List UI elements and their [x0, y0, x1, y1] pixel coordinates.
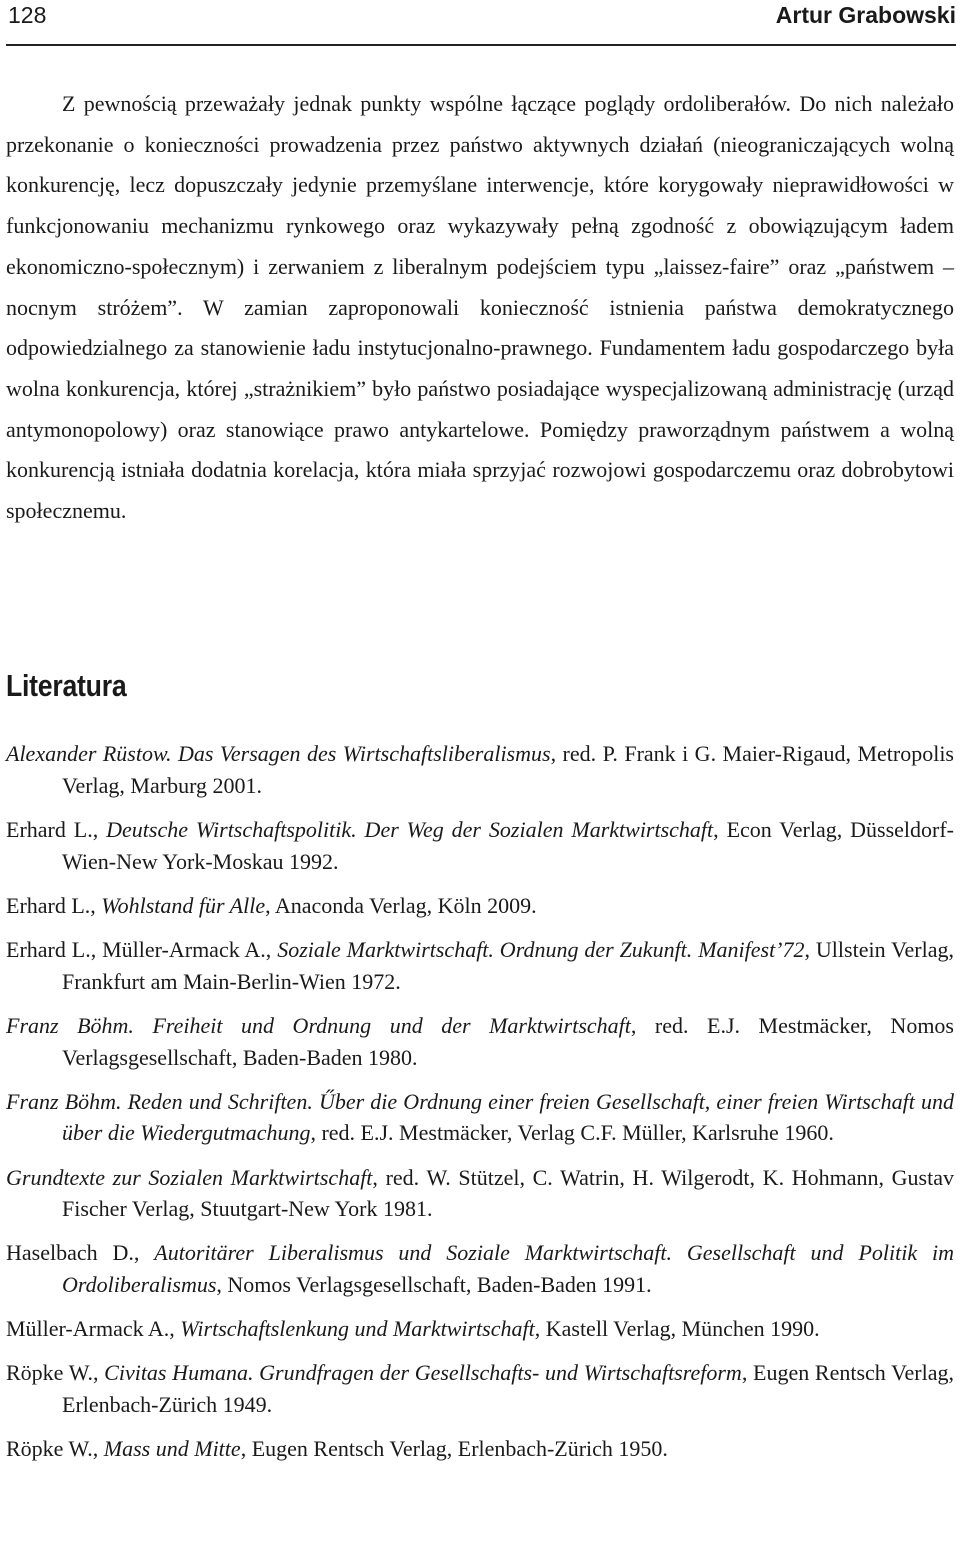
reference-author: Erhard L., [6, 892, 102, 918]
reference-details: , red. P. Frank i G. Maier-Rigaud, Metropolis Verlag, Marburg 2001. [62, 741, 954, 798]
reference-details: , Anaconda Verlag, Köln 2009. [265, 892, 537, 918]
reference-details: , red. E.J. Mestmäcker, Nomos Verlagsgesellschaft, Baden-Baden 1980. [62, 1012, 954, 1070]
reference-author: Röpke W., [6, 1360, 105, 1386]
reference-title: Grundtexte zur Sozialen Marktwirtschaft [6, 1164, 373, 1190]
reference-entry [6, 1162, 954, 1226]
page-number: 128 [8, 2, 47, 28]
reference-author: Haselbach D., [6, 1240, 155, 1266]
reference-details: , Econ Verlag, Düsseldorf-Wien-New York-Moskau 1992. [62, 816, 954, 874]
reference-details: , Nomos Verlagsgesellschaft, Baden-Baden 1991. [216, 1272, 652, 1298]
reference-title: Franz Böhm. Freiheit und Ordnung und der Marktwirtschaft [6, 1012, 631, 1038]
body-paragraph: Z pewnością przeważały jednak punkty wspólne łączące poglądy ordoliberałów. Do nich należało przekonanie o konieczności prowadzenia przez państwo aktywnych działań (nieograniczających wolną konkurencję, lecz dopuszczały jedynie przemyślane interwencje, które korygowały nieprawidłowości w funkcjonowaniu mechanizmu rynkowego oraz wykazywały pełną zgodność z obowiązującym ładem ekonomiczno-społecznym) i zerwaniem z liberalnym podejściem typu „laissez-faire” oraz „państwem – nocnym stróżem”. W zamian zaproponowali konieczność istnienia państwa demokratycznego odpowiedzialnego za stanowienie ładu instytucjonalno-prawnego. Fundamentem ładu gospodarczego była wolna konkurencja, której „strażnikiem” było państwo posiadające wyspecjalizowaną administrację (urząd antymonopolowy) oraz stanowiące prawo antykartelowe. Pomiędzy praworządnym państwem a wolną konkurencją istniała dodatnia korelacja, która miała sprzyjać rozwojowi gospodarczemu oraz dobrobytowi społecznemu. [6, 91, 954, 524]
running-head-author: Artur Grabowski [775, 2, 956, 28]
reference-author: Röpke W., [6, 1436, 104, 1462]
reference-title: Alexander Rüstow. Das Versagen des Wirtschaftsliberalismus [6, 741, 551, 766]
reference-details: , red. W. Stützel, C. Watrin, H. Wilgerodt, K. Hohmann, Gustav Fischer Verlag, Stuutgart-New York 1981. [62, 1164, 954, 1222]
reference-title: Deutsche Wirtschaftspolitik. Der Weg der Sozialen Marktwirtschaft [106, 816, 714, 842]
reference-title: Wirtschaftslenkung und Marktwirtschaft [180, 1316, 535, 1342]
reference-details: , Eugen Rentsch Verlag, Erlenbach-Zürich 1950. [240, 1436, 668, 1462]
reference-details: , Ullstein Verlag, Frankfurt am Main-Berlin-Wien 1972. [62, 936, 954, 994]
reference-details: , red. E.J. Mestmäcker, Verlag C.F. Müller, Karlsruhe 1960. [310, 1120, 834, 1146]
reference-details: , Kastell Verlag, München 1990. [534, 1316, 820, 1342]
section-title: Literatura [6, 668, 127, 703]
reference-author: Müller-Armack A., [6, 1316, 181, 1342]
reference-entry [6, 738, 954, 802]
reference-author: Erhard L., [6, 816, 107, 842]
reference-entry [6, 934, 954, 998]
reference-entry [6, 1433, 954, 1465]
reference-entry [6, 1313, 954, 1345]
reference-title: Civitas Humana. Grundfragen der Gesellschafts- und Wirtschaftsreform [104, 1360, 742, 1386]
reference-title: Mass und Mitte [103, 1436, 241, 1462]
page-header [6, 0, 956, 46]
reference-entry [6, 1237, 954, 1301]
reference-entry [6, 890, 954, 922]
body-text [6, 84, 954, 532]
reference-entry [6, 1010, 954, 1074]
reference-details: , Eugen Rentsch Verlag, Erlenbach-Zürich 1949. [62, 1360, 954, 1418]
reference-title: Wohlstand für Alle [101, 892, 266, 918]
reference-entry [6, 814, 954, 878]
reference-title: Autoritärer Liberalismus und Soziale Marktwirtschaft. Gesellschaft und Politik im Ordoliberalismus [62, 1240, 954, 1298]
reference-author: Erhard L., Müller-Armack A., [6, 936, 278, 962]
reference-title: Franz Böhm. Reden und Schriften. Űber die Ordnung einer freien Gesellschaft, einer freien Wirtschaft und über die Wiedergutmachung [6, 1088, 954, 1146]
reference-title: Soziale Marktwirtschaft. Ordnung der Zukunft. Manifest’72 [277, 936, 805, 962]
reference-list [6, 738, 954, 1477]
reference-entry [6, 1357, 954, 1421]
reference-entry [6, 1086, 954, 1150]
